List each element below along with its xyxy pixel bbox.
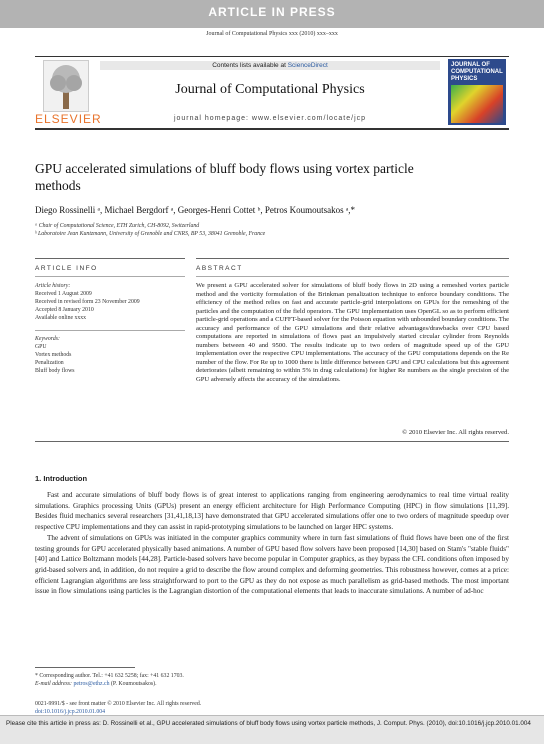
keyword: GPU <box>35 344 47 350</box>
footnote-rule <box>35 667 135 668</box>
email-line <box>35 680 335 688</box>
elsevier-tree-icon <box>43 60 89 112</box>
abstract-rule <box>196 258 509 259</box>
contents-prefix: Contents lists available at <box>212 62 288 69</box>
abstract-copyright: © 2010 Elsevier Inc. All rights reserved. <box>402 429 509 436</box>
abstract-sub-rule <box>196 276 509 277</box>
paragraph: Fast and accurate simulations of bluff body flows is of great interest to applications ranging from engineering aerodynamics to real time virtual reality simulations. Graphics processing Units (GPUs) present an energy efficient architecture for High Performance Computing (HPC) in flow simulations [11,39]. Besides fluid mechanics several researchers [31,41,18,13] have demonstrated that GPU accelerated simulations offer one to two orders of magnitude speedup over respective CPU implementations and they can assist in rapid-prototyping simulations to be launched on larger HPC systems. <box>35 491 509 532</box>
abstract-text: We present a GPU accelerated solver for simulations of bluff body flows in 2D using a remeshed vortex particle method and the vorticity formulation of the Brinkman penalization technique to enforce boundary conditions. The efficiency of the method relies on fast and accurate particle-grid interpolations on GPUs for the remeshing of the particles and the computation of the field operators. The GPU implementation uses OpenGL so as to perform efficient particle-grid operations and a CUFFT-based solver for the Poisson equation with unbounded boundary conditions. The accuracy and performance of the GPU simulations and their relative advantages/drawbacks over CPU based computations are reported in simulations of flows past an impulsively started circular cylinder from Reynolds numbers between 40 and 9500. The results indicate up to two orders of magnitude speed up of the GPU implementation over the respective CPU implementations. The accuracy of the GPU computations depends on the Re number of the flow. For Re up to 1000 there is little difference between GPU and CPU calculations but this agreement deteriorates (albeit remaining to within 5% in drag calculations) for higher Re numbers as the single precision of the GPU adversely affects the accuracy of the simulations. <box>196 282 509 383</box>
doi-link[interactable]: doi:10.1016/j.jcp.2010.01.004 <box>35 709 106 715</box>
journal-title: Journal of Computational Physics <box>175 82 365 97</box>
cover-image <box>451 85 503 123</box>
header-top-rule <box>35 56 509 57</box>
paragraph: The advent of simulations on GPUs was initiated in the computer graphics community where in turn fast simulations of fluid flows have been one of the first testing grounds for GPU accelerated physically based animations. A number of GPU based flow solvers have been proposed [14,30] based on Stam's "stable fluids" [40] and Lattice Boltzmann models [44,28]. Particle-based solvers have become popular in Computer graphics, as they bypass the CFL conditions often imposed by grid-based solvers and, in addition, do not require a grid to describe the flow around complex and deforming geometries. This robustness however, comes at a price: efficient Lagrangian algorithms are less straightforward to port to the GPU as they do not expose as much parallelism as grid-based methods. The most important issue in flow simulations using particles is the Lagrangian distortion of the computational elements that leads to inaccurate simulations. A number of ad-hoc <box>35 533 509 596</box>
email-suffix: (P. Koumoutsakos). <box>109 681 157 687</box>
contents-line <box>100 61 440 70</box>
history-item: Received 1 August 2009 <box>35 291 92 297</box>
keywords-label: Keywords: <box>35 330 185 343</box>
sciencedirect-link[interactable]: ScienceDirect <box>287 62 328 69</box>
citation-box <box>0 715 544 744</box>
history-item: Accepted 8 January 2010 <box>35 307 94 313</box>
issn-block <box>35 700 335 716</box>
article-in-press-banner: ARTICLE IN PRESS <box>0 0 544 28</box>
journal-cover <box>448 59 506 125</box>
keyword: Bluff body flows <box>35 368 75 374</box>
email-label: E-mail address: <box>35 681 74 687</box>
history-item: Available online xxxx <box>35 315 87 321</box>
author-list: Diego Rossinelli ᵃ, Michael Bergdorf ᵃ, Georges-Henri Cottet ᵇ, Petros Koumoutsakos ᵃ,* <box>35 205 356 215</box>
paper-title: GPU accelerated simulations of bluff body flows using vortex particle methods <box>35 161 414 193</box>
article-info-body <box>35 282 185 375</box>
email-link[interactable]: petros@ethz.ch <box>73 681 110 687</box>
affiliation-a: ᵃ Chair of Computational Science, ETH Zurich, CH-8092, Switzerland <box>35 223 200 229</box>
header-bottom-rule <box>35 128 509 130</box>
issn-line: 0021-9991/$ - see front matter © 2010 Elsevier Inc. All rights reserved. <box>35 701 202 707</box>
abstract-heading: ABSTRACT <box>196 265 243 272</box>
abstract-bottom-rule <box>35 441 509 442</box>
history-item: Received in revised form 23 November 2009 <box>35 299 140 305</box>
cover-title: JOURNAL OF COMPUTATIONAL PHYSICS <box>451 62 503 82</box>
publisher-name: ELSEVIER <box>35 112 102 126</box>
corresponding-author: * Corresponding author. Tel.: +41 632 5258; fax: +41 632 1703. <box>35 673 184 679</box>
footnote <box>35 672 335 688</box>
journal-reference: Journal of Computational Physics xxx (2010) xxx–xxx <box>206 31 338 37</box>
journal-homepage-link[interactable]: journal homepage: www.elsevier.com/locate/jcp <box>173 115 367 122</box>
affiliation-b: ᵇ Laboratoire Jean Kuntzmann, University of Grenoble and CNRS, BP 53, 38041 Grenoble, France <box>35 231 266 237</box>
introduction-body <box>35 490 509 597</box>
history-label: Article history: <box>35 283 71 289</box>
affiliations <box>35 222 509 238</box>
info-sub-rule <box>35 276 185 277</box>
elsevier-logo <box>35 60 102 126</box>
keyword: Penalization <box>35 360 64 366</box>
citation-text: Please cite this article in press as: D. Rossinelli et al., GPU accelerated simulations of bluff body flows using vortex particle methods, J. Comput. Phys. (2010), doi:10.1016/j.jcp.2010.01.004 <box>6 720 531 727</box>
section-heading: 1. Introduction <box>35 474 88 483</box>
article-info-heading: ARTICLE INFO <box>35 265 98 272</box>
info-rule <box>35 258 185 259</box>
keyword: Vortex methods <box>35 352 72 358</box>
